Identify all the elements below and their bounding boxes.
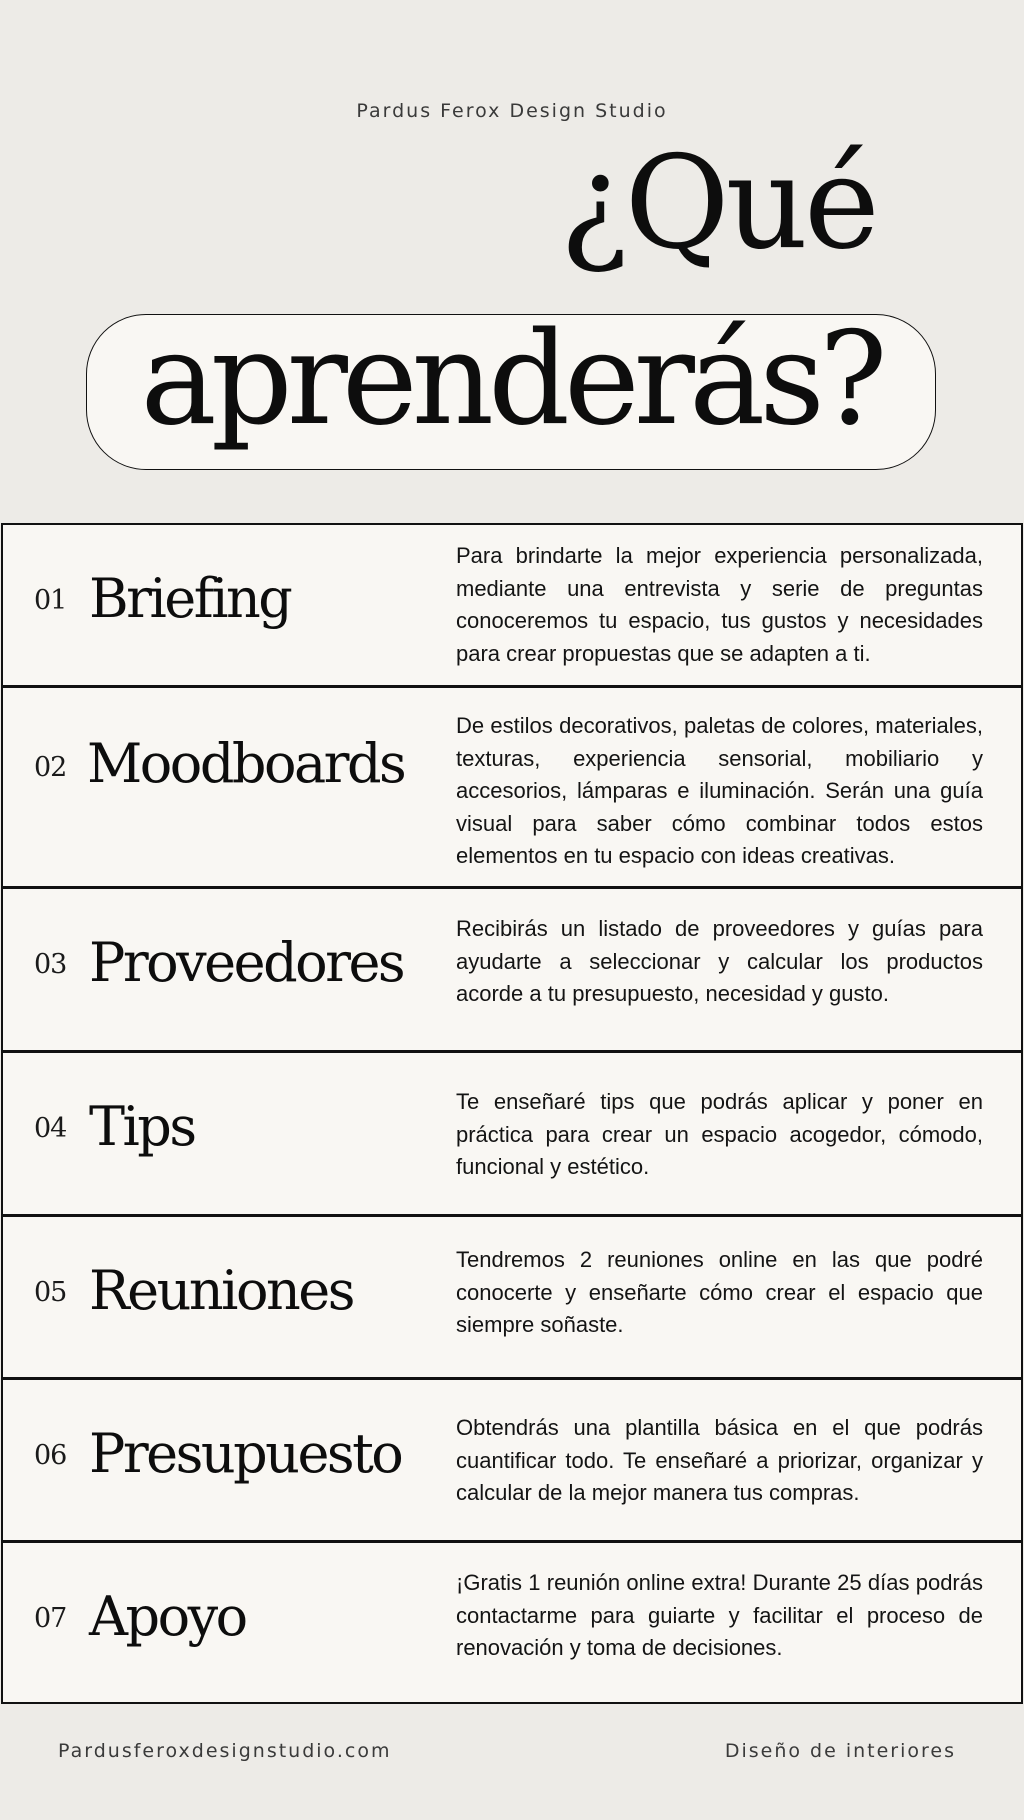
topic-name: Tips: [89, 1095, 195, 1158]
title-line-1: ¿Qué: [560, 129, 876, 278]
topic-name: Reuniones: [89, 1259, 353, 1322]
topic-description: Para brindarte la mejor experiencia personalizada, mediante una entrevista y serie de preguntas conoceremos tu espacio, tus gustos y necesidades para crear propuestas que se adapten a ti.: [456, 543, 983, 666]
studio-name: Pardus Ferox Design Studio: [356, 100, 668, 122]
topic-row-presupuesto: [1, 1378, 1023, 1542]
topic-description: Tendremos 2 reuniones online en las que podré conocerte y enseñarte cómo crear el espacio que siempre soñaste.: [456, 1247, 983, 1337]
topic-number: 04: [34, 1113, 67, 1144]
topic-row-proveedores: [1, 887, 1023, 1052]
topic-description: Te enseñaré tips que podrás aplicar y poner en práctica para crear un espacio acogedor, cómodo, funcional y estético.: [456, 1089, 983, 1179]
footer-tagline: Diseño de interiores: [724, 1740, 956, 1762]
topic-name: Briefing: [89, 567, 291, 630]
topic-row-reuniones: [1, 1215, 1023, 1379]
topic-number: 01: [34, 585, 67, 616]
topic-row-moodboards: [1, 686, 1023, 888]
topics-list: [1, 523, 1023, 1704]
topic-description: Obtendrás una plantilla básica en el que podrás cuantificar todo. Te enseñaré a priorizar, organizar y calcular de la mejor manera tus compras.: [456, 1415, 983, 1505]
topic-number: 02: [34, 752, 67, 783]
title-line-2: aprenderás?: [140, 305, 882, 454]
topic-description: De estilos decorativos, paletas de colores, materiales, texturas, experiencia sensorial, mobiliario y accesorios, lámparas e iluminación. Serán una guía visual para saber cómo combinar todos estos elementos en tu espacio con ideas creativas.: [456, 713, 983, 868]
topic-name: Moodboards: [87, 732, 405, 795]
topic-number: 07: [34, 1603, 67, 1634]
topic-number: 06: [34, 1440, 67, 1471]
topic-description: ¡Gratis 1 reunión online extra! Durante 25 días podrás contactarme para guiarte y facilitar el proceso de renovación y toma de decisiones.: [456, 1570, 983, 1660]
footer-website: Pardusferoxdesignstudio.com: [58, 1740, 392, 1762]
topic-description: Recibirás un listado de proveedores y guías para ayudarte a seleccionar y calcular los productos acorde a tu presupuesto, necesidad y gusto.: [456, 916, 983, 1006]
topic-name: Presupuesto: [89, 1422, 402, 1485]
topic-row-tips: [1, 1051, 1023, 1216]
topic-row-apoyo: [1, 1541, 1023, 1704]
topic-row-briefing: [1, 523, 1023, 687]
topic-name: Proveedores: [89, 931, 404, 994]
topic-number: 03: [34, 949, 67, 980]
topic-name: Apoyo: [89, 1585, 246, 1648]
topic-number: 05: [34, 1277, 67, 1308]
